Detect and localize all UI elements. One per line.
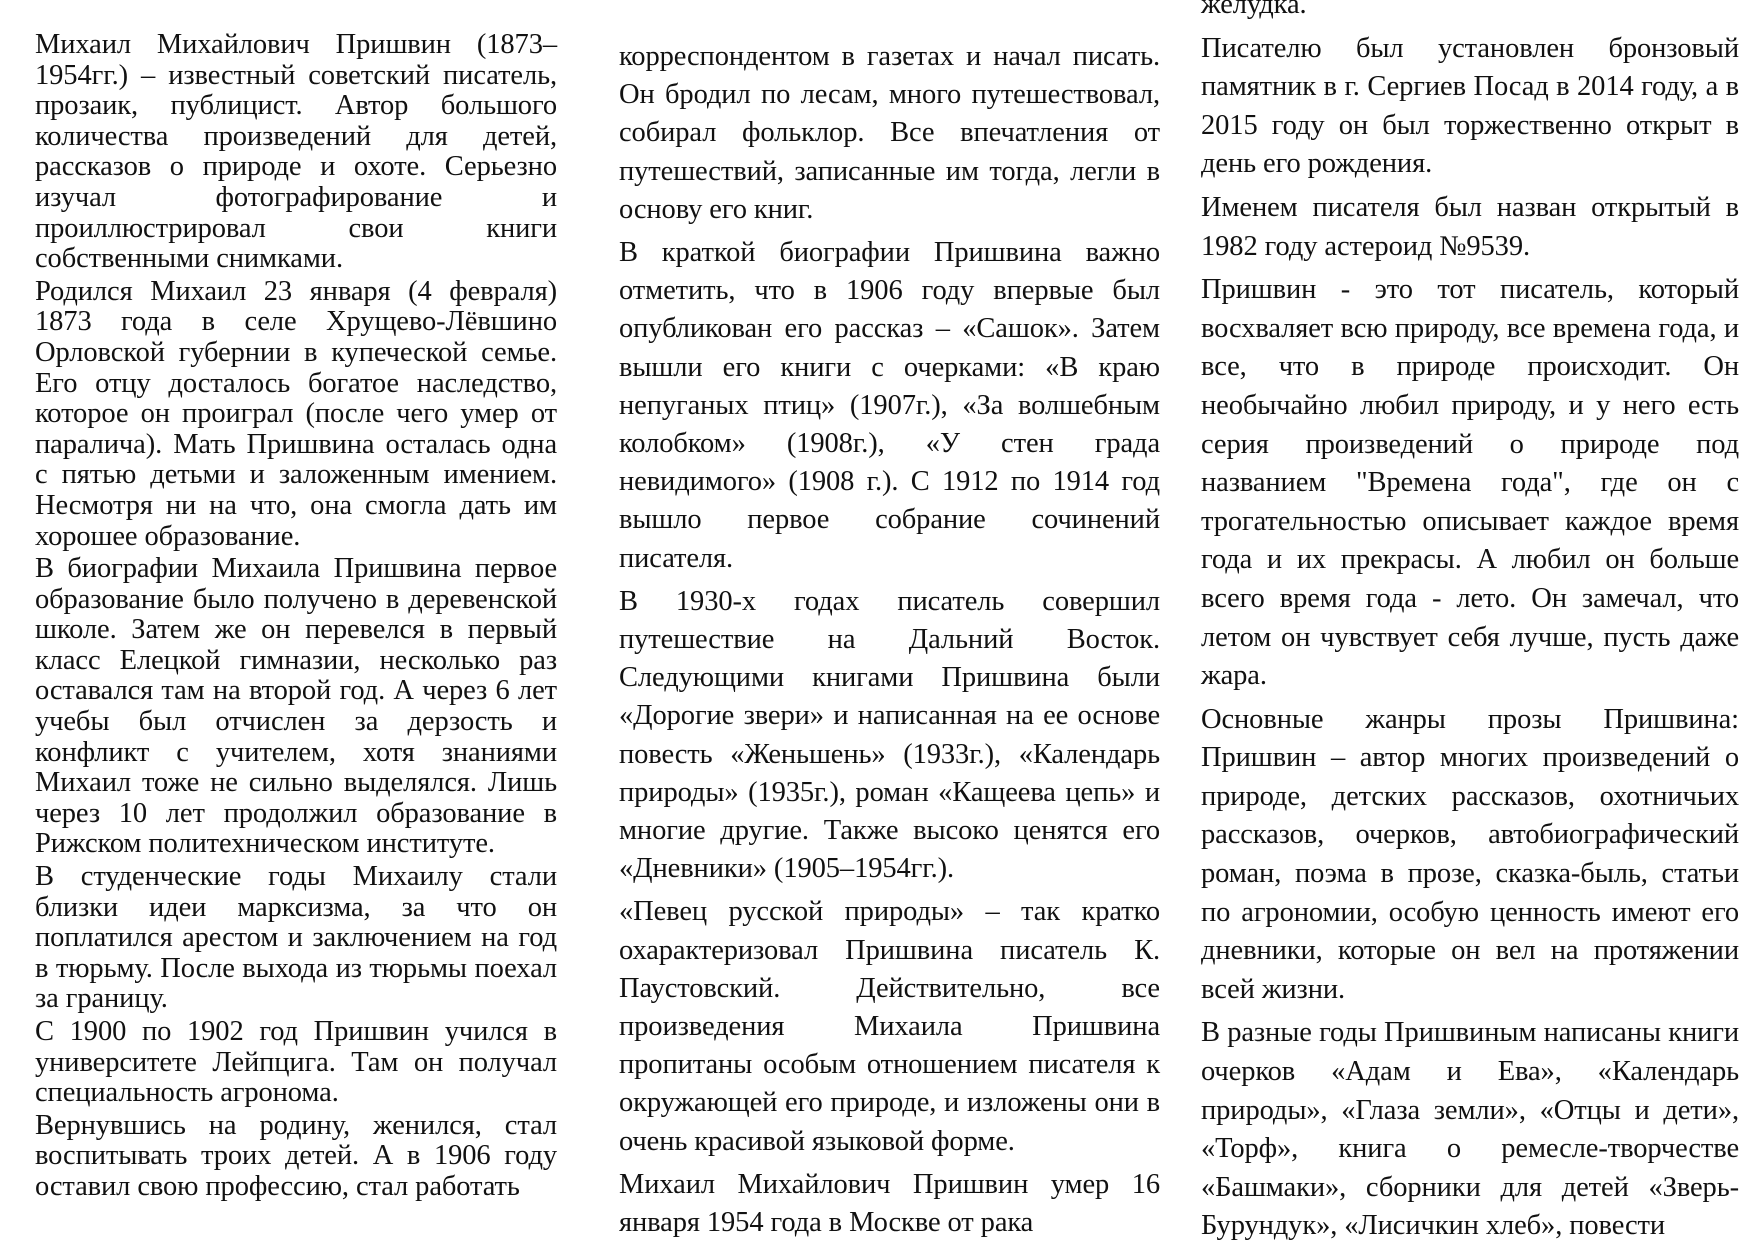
text-column-right — [1201, 0, 1739, 1251]
paragraph-journalism: корреспондентом в газетах и начал писать. Он бродил по лесам, много путешествовал, собирал фольклор. Все впечатления от путешествий, записанные им тогда, легли в основу его книг. — [619, 41, 1160, 225]
paragraph-birth: Родился Михаил 23 января (4 февраля) 1873 года в селе Хрущево-Лёвшино Орловской губернии в купеческой семье. Его отцу досталось богатое наследство, которое он проиграл (после чего умер от паралича). Мать Пришвина осталась одна с пятью детьми и заложенным имением. Несмотря ни на что, она смогла дать им хорошее образование. — [35, 275, 557, 552]
paragraph-paustovsky-quote: «Певец русской природы» – так кратко охарактеризовал Пришвина писатель К. Паустовский. Действительно, все произведения Михаила Пришвина пропитаны особым отношением писателя к окружающей его природе, и изложены они в очень красивой языковой форме. — [619, 896, 1160, 1157]
paragraph-death-continued: желудка. — [1201, 0, 1307, 20]
paragraph-genres: Основные жанры прозы Пришвина: Пришвин – автор многих произведений о природе, детских рассказов, охотничьих рассказов, очерков, автобиографический роман, поэма в прозе, сказка-быль, статьи по агрономии, особую ценность имеют его дневники, которые он вел на протяжении всей жизни. — [1201, 703, 1739, 1005]
paragraph-leipzig: С 1900 по 1902 год Пришвин учился в университете Лейпцига. Там он получал специальность агронома. — [35, 1016, 557, 1109]
paragraph-intro: Михаил Михайлович Пришвин (1873–1954гг.) – известный советский писатель, прозаик, публицист. Автор большого количества произведений для детей, рассказов о природе и охоте. Серьезно изучал фотографирование и проиллюстрировал свои книги собственными снимками. — [35, 29, 557, 275]
paragraph-monument: Писателю был установлен бронзовый памятник в г. Сергиев Посад в 2014 году, а в 2015 году он был торжественно открыт в день его рождения. — [1201, 32, 1739, 180]
text-column-middle — [619, 38, 1160, 1247]
paragraph-far-east: В 1930-х годах писатель совершил путешествие на Дальний Восток. Следующими книгами Пришвина были «Дорогие звери» и написанная на ее основе повесть «Женьшень» (1933г.), «Календарь природы» (1935г.), роман «Кащеева цепь» и многие другие. Также высоко ценятся его «Дневники» (1905–1954гг.). — [619, 585, 1160, 885]
paragraph-education: В биографии Михаила Пришвина первое образование было получено в деревенской школе. Затем же он перевелся в первый класс Елецкой гимназии, несколько раз оставался там на второй год. А через 6 лет учебы был отчислен за дерзость и конфликт с учителем, хотя знаниями Михаил тоже не сильно выделялся. Лишь через 10 лет продолжил образование в Рижском политехническом институте. — [35, 553, 557, 860]
text-column-left — [35, 30, 557, 1205]
paragraph-asteroid: Именем писателя был назван открытый в 1982 году астероид №9539. — [1201, 191, 1739, 262]
paragraph-student-years: В студенческие годы Михаилу стали близки идеи марксизма, за что он поплатился арестом и заключением на год в тюрьму. После выхода из тюрьмы поехал за границу. — [35, 861, 557, 1015]
paragraph-seasons: Пришвин - это тот писатель, который восхваляет всю природу, все времена года, и все, что в природе происходит. Он необычайно любил природу, и у него есть серия произведений о природе под названием "Времена года", где он с трогательностью описывает каждое время года и их прекрасы. А любил он больше всего время года - лето. Он замечал, что летом он чувствует себя лучше, пусть даже жара. — [1201, 274, 1739, 692]
paragraph-death: Михаил Михайлович Пришвин умер 16 января 1954 года в Москве от рака — [619, 1168, 1160, 1239]
paragraph-return-home: Вернувшись на родину, женился, стал воспитывать троих детей. А в 1906 году оставил свою профессию, стал работать — [35, 1109, 557, 1202]
paragraph-first-publications: В краткой биографии Пришвина важно отметить, что в 1906 году впервые был опубликован его рассказ – «Сашок». Затем вышли его книги с очерками: «В краю непуганых птиц» (1907г.), «За волшебным колобком» (1908г.), «У стен града невидимого» (1908 г.). С 1912 по 1914 год вышло первое собрание сочинений писателя. — [619, 237, 1160, 574]
paragraph-books: В разные годы Пришвиным написаны книги очерков «Адам и Ева», «Календарь природы», «Глаза земли», «Отцы и дети», «Торф», книга о ремесле-творчестве «Башмаки», сборники для детей «Зверь-Бурундук», «Лисичкин хлеб», повести — [1201, 1017, 1739, 1242]
